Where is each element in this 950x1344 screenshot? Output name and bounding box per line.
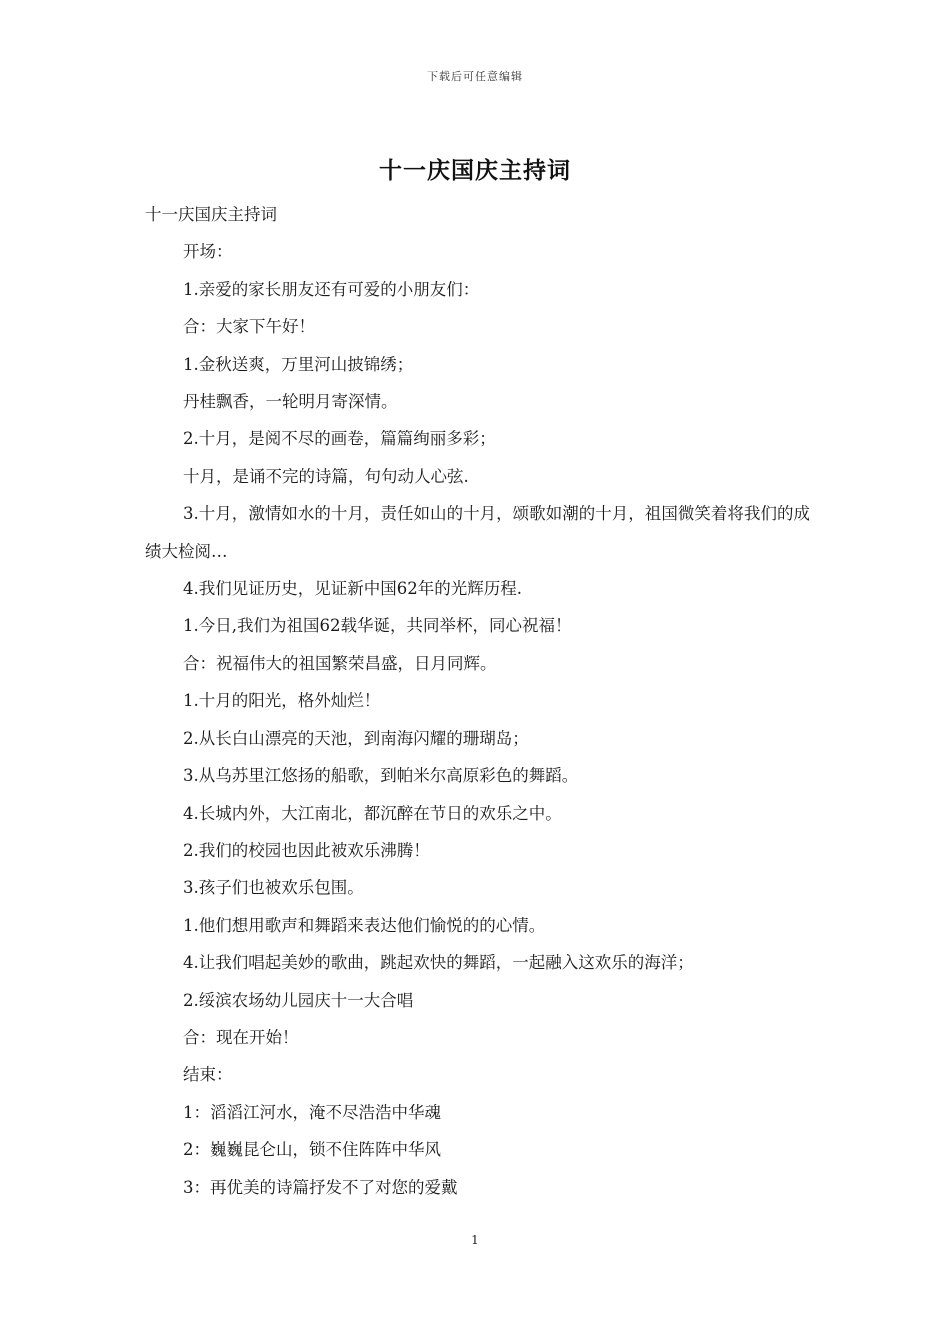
paragraph: 3.从乌苏里江悠扬的船歌，到帕米尔高原彩色的舞蹈。: [183, 766, 579, 786]
paragraph: 2.从长白山漂亮的天池，到南海闪耀的珊瑚岛；: [183, 728, 529, 748]
paragraph: 合：祝福伟大的祖国繁荣昌盛，日月同辉。: [183, 653, 497, 673]
paragraph: 十月，是诵不完的诗篇，句句动人心弦.: [183, 466, 469, 486]
paragraph: 4.我们见证历史，见证新中国62年的光辉历程.: [183, 579, 522, 599]
paragraph: 丹桂飘香，一轮明月寄深情。: [183, 392, 398, 412]
paragraph: 1.十月的阳光，格外灿烂！: [183, 691, 381, 711]
paragraph: 1.亲爱的家长朋友还有可爱的小朋友们：: [183, 279, 480, 299]
paragraph: 3.孩子们也被欢乐包围。: [183, 878, 364, 898]
paragraph: 4.让我们唱起美妙的歌曲，跳起欢快的舞蹈，一起融入这欢乐的海洋；: [183, 953, 694, 973]
paragraph: 3.十月，激情如水的十月，责任如山的十月，颂歌如潮的十月，祖国微笑着将我们的成绩大检阅…: [145, 504, 810, 561]
paragraph: 3：再优美的诗篇抒发不了对您的爱戴: [183, 1177, 458, 1197]
paragraph: 1.今日,我们为祖国62载华诞，共同举杯，同心祝福！: [183, 616, 572, 636]
paragraph: 合：现在开始！: [183, 1027, 299, 1047]
paragraph: 结束：: [183, 1065, 233, 1085]
paragraph-subtitle: 十一庆国庆主持词: [145, 205, 277, 224]
paragraph: 2.我们的校园也因此被欢乐沸腾！: [183, 840, 430, 860]
paragraph: 1：滔滔江河水，淹不尽浩浩中华魂: [183, 1102, 441, 1122]
paragraph: 2.绥滨农场幼儿园庆十一大合唱: [183, 990, 414, 1010]
document-title: 十一庆国庆主持词: [379, 157, 571, 184]
paragraph: 2.十月，是阅不尽的画卷，篇篇绚丽多彩；: [183, 429, 496, 449]
document-body: [145, 196, 810, 1206]
paragraph: 4.长城内外，大江南北，都沉醉在节日的欢乐之中。: [183, 803, 562, 823]
paragraph: 开场：: [183, 242, 233, 262]
header-note: 下载后可任意编辑: [427, 70, 523, 83]
paragraph: 2：巍巍昆仑山，锁不住阵阵中华风: [183, 1140, 441, 1160]
paragraph: 1.金秋送爽，万里河山披锦绣；: [183, 354, 414, 374]
paragraph: 1.他们想用歌声和舞蹈来表达他们愉悦的的心情。: [183, 915, 546, 935]
paragraph: 合：大家下午好！: [183, 317, 315, 337]
page-number: 1: [471, 1233, 479, 1247]
